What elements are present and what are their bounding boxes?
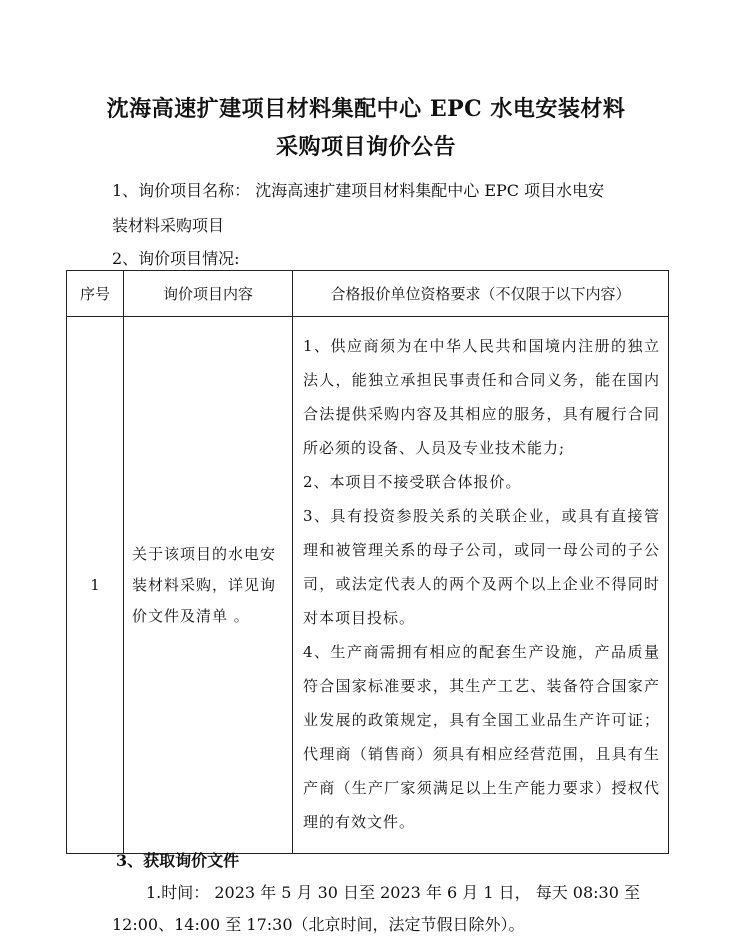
section-3-time-line-2: 12:00、14:00 至 17:30（北京时间，法定节假日除外）。 (112, 915, 525, 934)
row-serial-number: 1 (67, 317, 124, 854)
requirement-2: 2、本项目不接受联合体报价。 (303, 473, 522, 491)
table-header-row (67, 271, 669, 317)
requirement-4: 4、生产商需拥有相应的配套生产设施，产品质量符合国家标准要求，其生产工艺、装备符合国家产业发展的政策规定，具有全国工业品生产许可证；代理商（销售商）须具有相应经营范围，且具有生产商（生产厂家须满足以上生产能力要求）授权代理的有效文件。 (303, 643, 660, 831)
requirements-table (66, 270, 669, 854)
row-requirements (293, 317, 669, 854)
header-serial-number: 序号 (67, 271, 124, 317)
requirement-3: 3、具有投资参股关系的关联企业，或具有直接管理和被管理关系的母子公司，或同一母公司的子公司，或法定代表人的两个及两个以上企业不得同时对本项目投标。 (303, 507, 660, 627)
section-1-line-2: 装材料采购项目 (112, 216, 225, 235)
requirement-1: 1、供应商须为在中华人民共和国境内注册的独立法人，能独立承担民事责任和合同义务，能在国内合法提供采购内容及其相应的服务，具有履行合同所必须的设备、人员及专业技术能力; (303, 337, 660, 457)
document-title-line-2: 采购项目询价公告 (275, 134, 456, 160)
header-qualification: 合格报价单位资格要求（不仅限于以下内容） (293, 271, 669, 317)
section-1-line-1: 1、询价项目名称： 沈海高速扩建项目材料集配中心 EPC 项目水电安 (112, 181, 605, 200)
section-2-heading: 2、询价项目情况: (112, 249, 240, 268)
section-3-heading: 3、获取询价文件 (116, 851, 240, 870)
row-item-content: 关于该项目的水电安装材料采购，详见询价文件及清单 。 (124, 317, 293, 854)
section-3-time-line-1: 1.时间： 2023 年 5 月 30 日至 2023 年 6 月 1 日， 每天 08:30 至 (146, 883, 641, 902)
document-title-line-1: 沈海高速扩建项目材料集配中心 EPC 水电安装材料 (106, 96, 626, 122)
table-row (67, 317, 669, 854)
header-item-content: 询价项目内容 (124, 271, 293, 317)
